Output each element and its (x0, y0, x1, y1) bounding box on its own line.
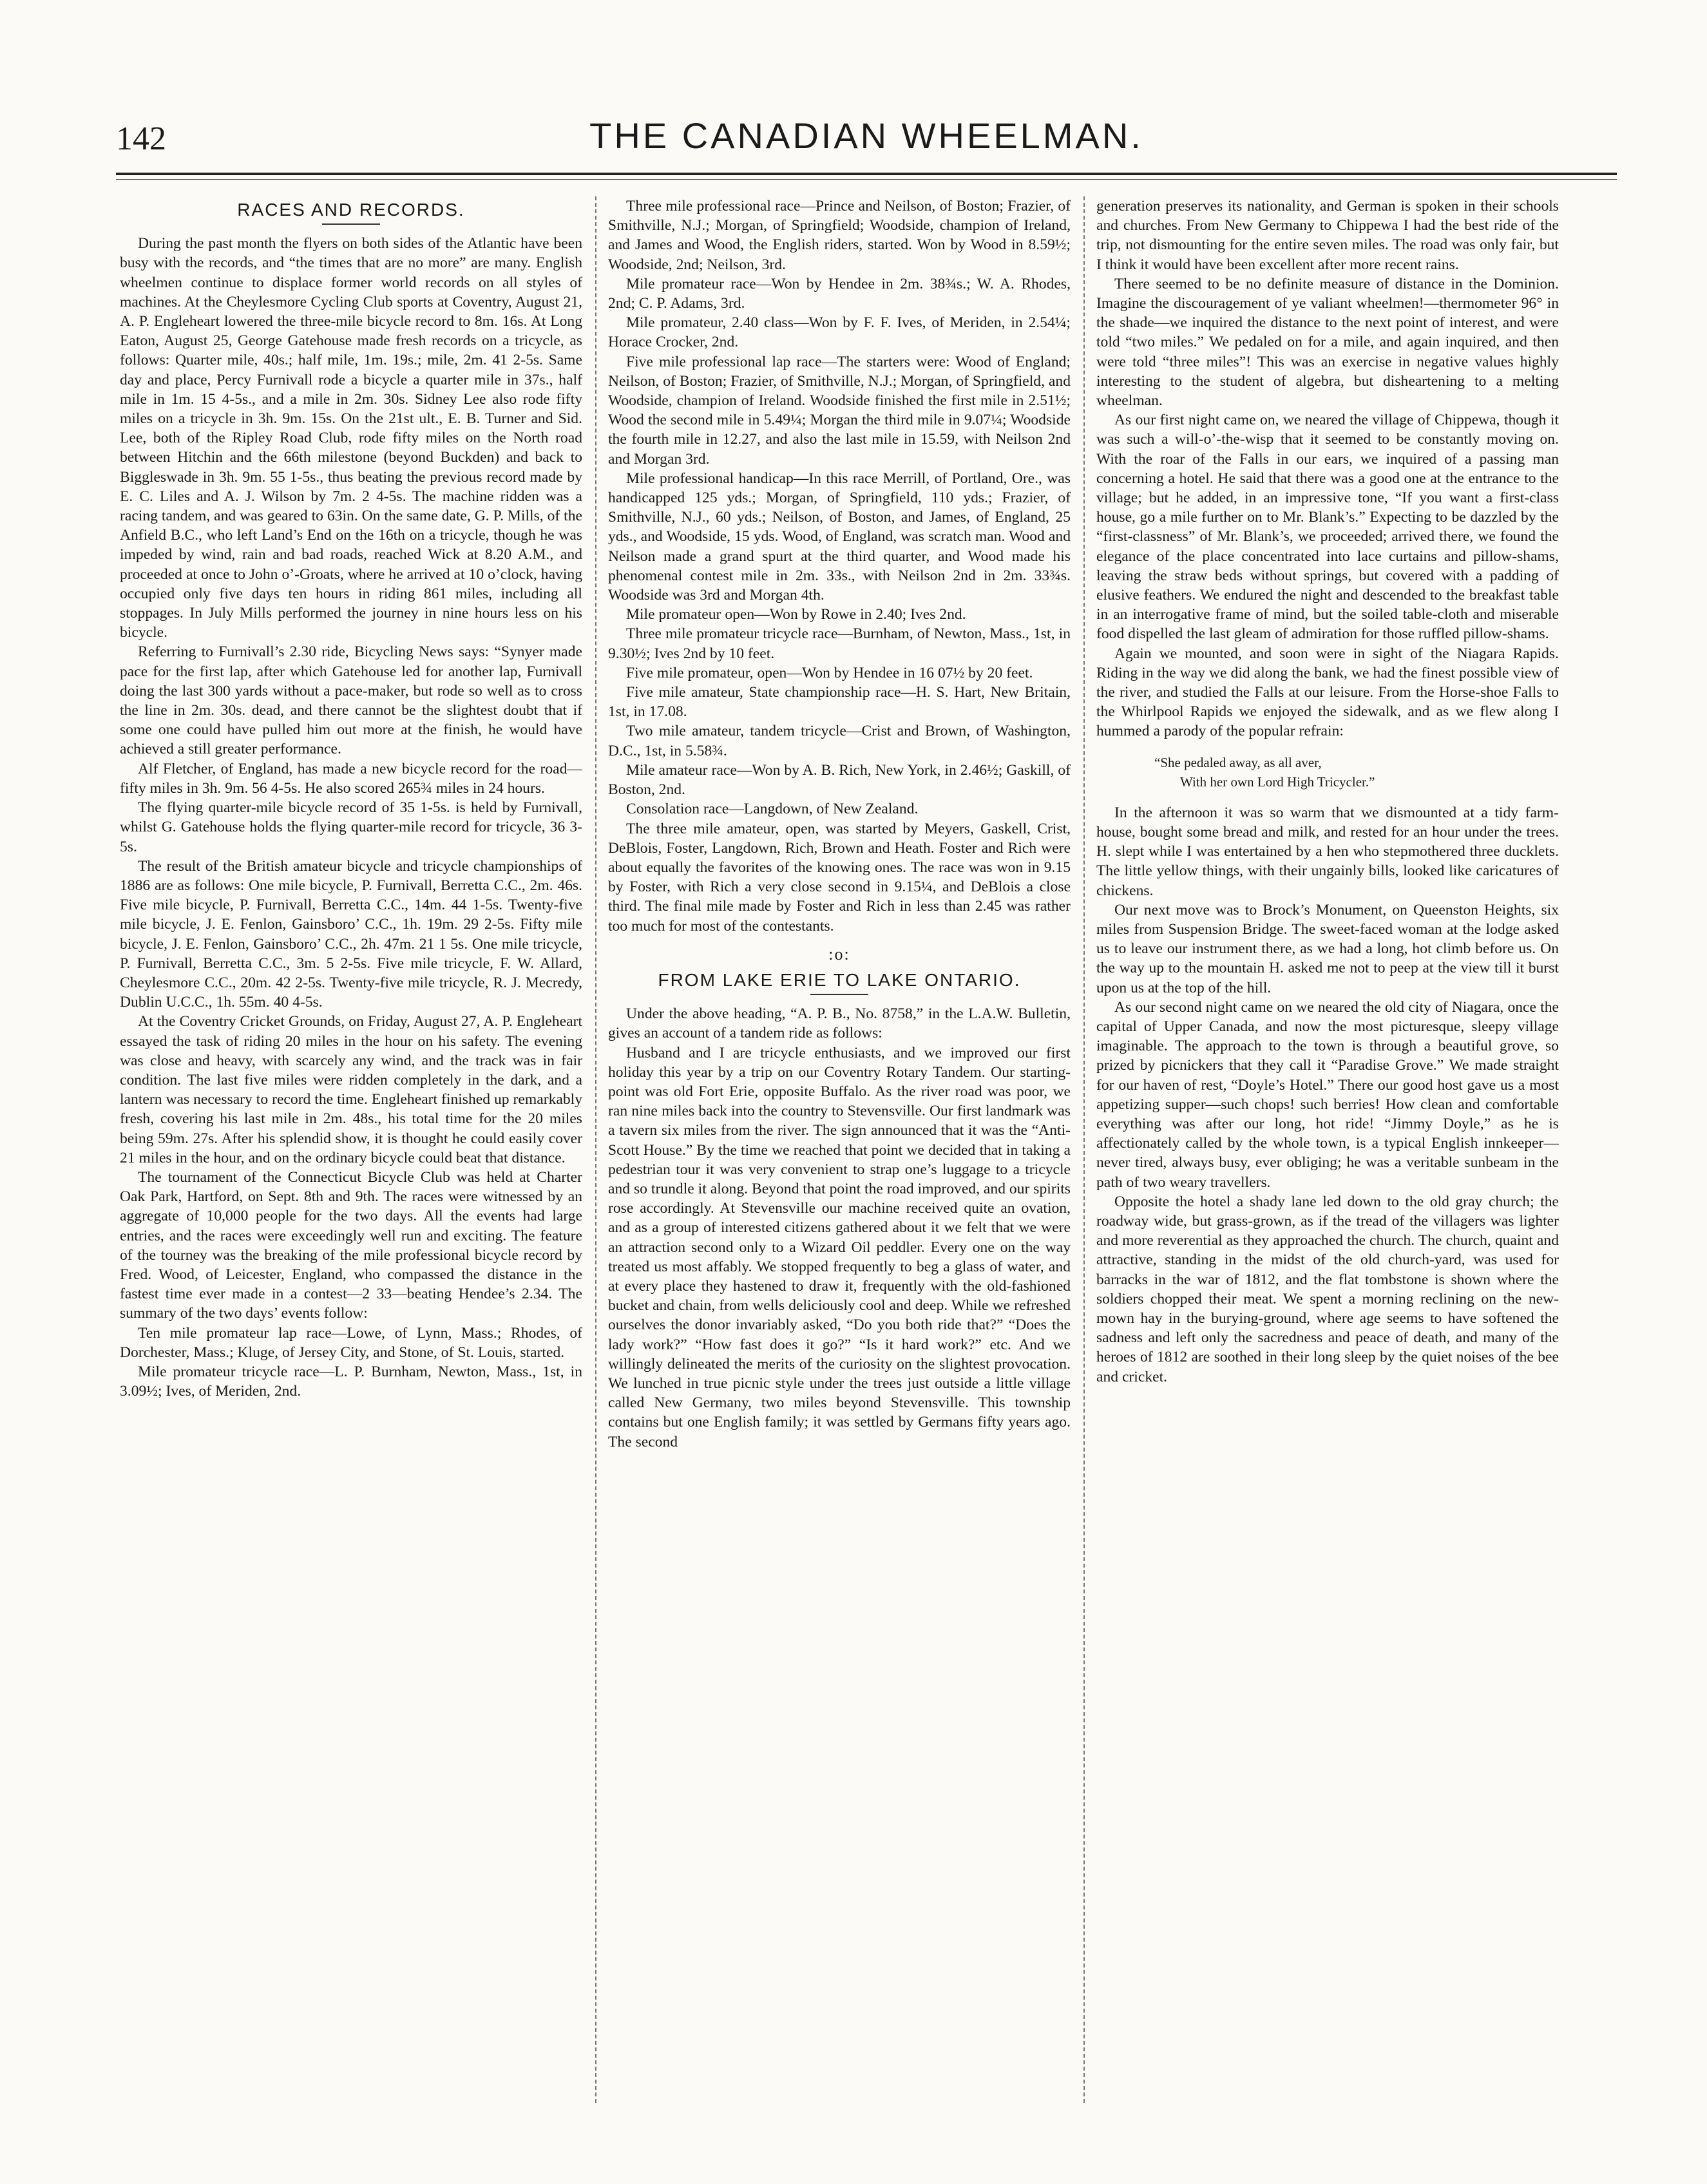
article-paragraph: Three mile professional race—Prince and Neilson, of Boston; Frazier, of Smithville, N.J.; Morgan, of Springfield; Woodside, champion of Ireland, and James and Wood, the English riders, started. Won by Wood in 8.59½; Woodside, 2nd; Neilson, 3rd. (608, 198, 1071, 273)
article-paragraph: Ten mile promateur lap race—Lowe, of Lynn, Mass.; Rhodes, of Dorchester, Mass.; Kluge, of Jersey City, and Stone, of St. Louis, started. (120, 1324, 582, 1361)
column-divider (595, 196, 596, 2103)
masthead: THE CANADIAN WHEELMAN. (589, 115, 1143, 156)
verse-line: “She pedaled away, as all aver, (1154, 754, 1322, 770)
article-paragraph: Husband and I are tricycle enthusiasts, and we improved our first holiday this year by a trip on our Coventry Rotary Tandem. Our starting-point was old Fort Erie, opposite Buffalo. As the river road was poor, we ran nine miles back into the country to Stevensville. Our first landmark was a tavern six miles from the river. The sign announced that it was the “Anti-Scott House.” By the time we reached that point we decided that in taking a pedestrian tour it was very convenient to strap one’s luggage to a tricycle and so trundle it along. Beyond that point the road improved, and our spirits rose accordingly. At Stevensville our machine received quite an ovation, and as a group of interested citizens gathered about it we felt that we were an attraction second only to a Wizard Oil peddler. Every one on the way treated us most affably. We stopped frequently to beg a glass of water, and at every place they hastened to draw it, frequently with the old-fashioned bucket and chain, from wells deliciously cool and deep. While we refreshed ourselves the donor invariably asked, “Do you both ride that?” “Does the lady work?” “How fast does it go?” “Is it hard work?” etc. And we willingly delineated the merits of the curiosity on the slightest provocation. We lunched in true picnic style under the trees just outside a little village called New Germany, two miles beyond Stevensville. This township contains but one English family; it was settled by Germans fifty years ago. The second (608, 1044, 1071, 1450)
article-paragraph: Mile promateur race—Won by Hendee in 2m. 38¾s.; W. A. Rhodes, 2nd; C. P. Adams, 3rd. (608, 275, 1071, 312)
article-paragraph: Two mile amateur, tandem tricycle—Crist and Brown, of Washington, D.C., 1st, in 5.58¾. (608, 723, 1071, 759)
article-paragraph: Five mile amateur, State championship race—H. S. Hart, New Britain, 1st, in 17.08. (608, 684, 1071, 721)
page-header (116, 115, 1617, 166)
header-rule (116, 173, 1617, 175)
article-paragraph: generation preserves its nationality, and German is spoken in their schools and churches. From New Germany to Chippewa I had the best ride of the trip, not dismounting for the entire seven miles. The road was only fair, but I think it would have been excellent after more recent rains. (1096, 198, 1559, 273)
article-paragraph: Mile amateur race—Won by A. B. Rich, New York, in 2.46½; Gaskill, of Boston, 2nd. (608, 761, 1071, 799)
article-paragraph: As our second night came on we neared the old city of Niagara, once the capital of Upper Canada, and now the most picturesque, sleepy village imaginable. The approach to the town is through a beautiful grove, so prized by picnickers that they call it “Paradise Grove.” We made straight for our haven of rest, “Doyle’s Hotel.” There our good host gave us a most appetizing supper—such chops! such berries! How clean and comfortable everything was after our long, hot ride! “Jimmy Doyle,” as he is affectionately called by the whole town, is a typical English innkeeper—never tired, always busy, ever obliging; he was a veritable sunbeam in the path of two weary travellers. (1096, 998, 1559, 1191)
article-paragraph: At the Coventry Cricket Grounds, on Friday, August 27, A. P. Engleheart essayed the task of riding 20 miles in the hour on his safety. The evening was close and heavy, with scarcely any wind, and the track was in fair condition. The last five miles were ridden completely in the dark, and a lantern was necessary to record the time. Engleheart finished up remarkably fresh, covering his last mile in 2m. 48s., his total time for the 20 miles being 59m. 27s. After his splendid show, it is thought he could easily cover 21 miles in the hour, and on the ordinary bicycle could beat that distance. (120, 1013, 582, 1166)
article-paragraph: Mile promateur tricycle race—L. P. Burnham, Newton, Mass., 1st, in 3.09½; Ives, of Meriden, 2nd. (120, 1363, 582, 1400)
article-paragraph: Our next move was to Brock’s Monument, on Queenston Heights, six miles from Suspension Bridge. The sweet-faced woman at the lodge asked us to leave our instrument there, as we had a long, hot climb before us. On the way up to the mountain H. asked me not to peep at the view till it burst upon us at the top of the hill. (1096, 901, 1559, 996)
article-paragraph: In the afternoon it was so warm that we dismounted at a tidy farm-house, bought some bread and milk, and rested for an hour under the trees. H. slept while I was entertained by a hen who stepmothered three ducklets. The little yellow things, with their ungainly bills, looked like caricatures of chickens. (1096, 804, 1559, 899)
article-paragraph: The three mile amateur, open, was started by Meyers, Gaskell, Crist, DeBlois, Foster, Langdown, Rich, Brown and Heath. Foster and Rich were about equally the favorites of the knowing ones. The race was won in 9.15 by Foster, with Rich a very close second in 9.15¼, and DeBlois a close third. The final mile made by Foster and Rich in less than 2.45 was rather too much for most of the contestants. (608, 820, 1071, 935)
article-paragraph: Alf Fletcher, of England, has made a new bicycle record for the road—fifty miles in 3h. 9m. 56 4-5s. He also scored 265¾ miles in 24 hours. (120, 760, 582, 797)
title-rule (810, 994, 868, 995)
article-paragraph: Consolation race—Langdown, of New Zealand. (626, 801, 919, 818)
article-paragraph: The tournament of the Connecticut Bicycle Club was held at Charter Oak Park, Hartford, on Sept. 8th and 9th. The races were witnessed by an aggregate of 10,000 people for the two days. All the events had large entries, and the races were exceedingly well run and exciting. The feature of the tourney was the breaking of the mile professional bicycle record by Fred. Wood, of Leicester, England, who compassed the distance in the fastest time ever made in a contest—2 33—beating Hendee’s 2.34. The summary of the two days’ events follow: (120, 1168, 582, 1322)
article-paragraph: Five mile promateur, open—Won by Hendee in 16 07½ by 20 feet. (626, 664, 1033, 681)
header-rule-thin (116, 179, 1617, 180)
article-paragraph: Three mile promateur tricycle race—Burnham, of Newton, Mass., 1st, in 9.30½; Ives 2nd by 10 feet. (608, 625, 1071, 662)
article-paragraph: There seemed to be no definite measure of distance in the Dominion. Imagine the discouragement of ye valiant wheelmen!—thermometer 96° in the shade—we inquired the distance to the next point of interest, and were told “two miles.” We pedaled on for a mile, and again inquired, and then were told “three miles”! This was an exercise in negative values highly interesting to the student of algebra, but disheartening to a melting wheelman. (1096, 275, 1559, 410)
column-3 (1096, 196, 1559, 2103)
article-paragraph: During the past month the flyers on both sides of the Atlantic have been busy with the records, and “the times that are no more” are many. English wheelmen continue to displace former world records on all styles of machines. At the Cheylesmore Cycling Club sports at Coventry, August 21, A. P. Engleheart lowered the three-mile bicycle record to 8m. 16s. At Long Eaton, August 25, George Gatehouse made fresh records on a tricycle, as follows: Quarter mile, 40s.; half mile, 1m. 19s.; mile, 2m. 41 2-5s. Same day and place, Percy Furnivall rode a bicycle a quarter mile in 37s., half mile in 1m. 15 4-5s., and a mile in 2m. 30s. Sidney Lee also rode fifty miles on a tricycle in 3h. 9m. 15s. On the 21st ult., E. B. Turner and Sid. Lee, both of the Ripley Road Club, rode fifty miles on the North road between Hitchin and the 66th milestone (beyond Buckden) and back to Biggleswade in 3h. 9m. 55 1-5s., thus beating the previous record made by E. C. Liles and A. J. Wilson by 7m. 2 4-5s. The machine ridden was a racing tandem, and was geared to 63in. On the same date, G. P. Mills, of the Anfield B.C., who left Land’s End on the 16th on a tricycle, though he was impeded by wind, rain and bad roads, reached Wick at 8.20 A.M., and proceeded at once to John o’-Groats, where he arrived at 10 o’clock, having occupied only five days ten hours in riding 861 miles, including all stoppages. In July Mills performed the journey in nine hours less on his bicycle. (120, 235, 582, 641)
article-paragraph: Mile professional handicap—In this race Merrill, of Portland, Ore., was handicapped 125 yds.; Morgan, of Springfield, 110 yds.; Frazier, of Smithville, N.J., 60 yds.; Neilson, of Boston, and James, of England, 25 yds., and Woodside, 15 yds. Wood, of England, was scratch man. Wood and Neilson made a grand spurt at the third quarter, and Wood made his phenomenal contest mile in 2m. 33s., with Neilson 2nd in 2m. 33¾s. Woodside was 3rd and Morgan 4th. (608, 470, 1071, 604)
section-title: FROM LAKE ERIE TO LAKE ONTARIO. (658, 969, 1021, 990)
article-paragraph: Referring to Furnivall’s 2.30 ride, Bicycling News says: “Synyer made pace for the first lap, after which Gatehouse led for another lap, Furnivall doing the last 300 yards without a pace-maker, but rode so well as to cross the line in 2m. 30s. dead, and there cannot be the slightest doubt that if some one could have pulled him out more at the finish, he would have achieved a still greater performance. (120, 643, 582, 758)
verse-line: With her own Lord High Tricycler.” (1180, 774, 1375, 790)
section-title: RACES AND RECORDS. (237, 200, 465, 220)
article-paragraph: Under the above heading, “A. P. B., No. 8758,” in the L.A.W. Bulletin, gives an account of a tandem ride as follows: (608, 1005, 1071, 1042)
column-2 (608, 196, 1071, 2103)
verse-quote (1096, 753, 1559, 792)
article-paragraph: The result of the British amateur bicycle and tricycle championships of 1886 are as follows: One mile bicycle, P. Furnivall, Berretta C.C., 2m. 46s. Five mile bicycle, P. Furnivall, Berretta C.C., 14m. 44 1-5s. Twenty-five mile bicycle, J. E. Fenlon, Gainsboro’ C.C., 1h. 19m. 29 2-5s. Fifty mile bicycle, J. E. Fenlon, Gainsboro’ C.C., 2h. 47m. 21 1 5s. One mile tricycle, P. Furnivall, Berretta C.C., 3m. 5 2-5s. Five mile tricycle, F. W. Allard, Cheylesmore C.C., 20m. 42 2-5s. Twenty-five mile tricycle, R. J. Mecredy, Dublin U.C.C., 1h. 55m. 40 4-5s. (120, 857, 582, 1011)
article-paragraph: Again we mounted, and soon were in sight of the Niagara Rapids. Riding in the way we did along the bank, we had the finest possible view of the river, and studied the Falls at our leisure. From the Horse-shoe Falls to the Whirlpool Rapids we enjoyed the sidewalk, and as we flew along I hummed a parody of the popular refrain: (1096, 645, 1559, 740)
article-paragraph: As our first night came on, we neared the village of Chippewa, though it was such a will-o’-the-wisp that it seemed to be constantly moving on. With the roar of the Falls in our ears, we inquired of a passing man concerning a hotel. He said that there was a good one at the entrance to the village; but he added, in an impressive tone, “If you want a first-class house, go a mile further on to Mr. Blank’s.” Expecting to be dazzled by the “first-classness” of Mr. Blank’s, we proceeded; arrived there, we found the elegance of the place concentrated into lace curtains and pillow-shams, leaving the straw beds without springs, but covered with a padding of elusive feathers. We endured the night and descended to the breakfast table in an interrogative frame of mind, but the soiled table-cloth and miserable food dispelled the last gleam of admiration for those ruffled pillow-shams. (1096, 412, 1559, 643)
article-paragraph: The flying quarter-mile bicycle record of 35 1-5s. is held by Furnivall, whilst G. Gatehouse holds the flying quarter-mile record for tricycle, 36 3-5s. (120, 799, 582, 855)
article-paragraph: Mile promateur open—Won by Rowe in 2.40; Ives 2nd. (626, 606, 966, 623)
column-divider (1083, 196, 1085, 2103)
article-paragraph: Mile promateur, 2.40 class—Won by F. F. Ives, of Meriden, in 2.54¼; Horace Crocker, 2nd. (608, 314, 1071, 351)
title-rule (322, 223, 380, 225)
page-number: 142 (116, 120, 166, 157)
article-paragraph: Opposite the hotel a shady lane led down to the old gray church; the roadway wide, but grass-grown, as if the tread of the villagers was lighter and more reverential as they approached the church. The church, quaint and attractive, standing in the midst of the old church-yard, was used for barracks in the war of 1812, and the flat tombstone is shown where the soldiers chopped their meat. We spent a morning reclining on the new-mown hay in the burying-ground, where age seems to have softened the sadness and left only the sacredness and peace of death, and many of the heroes of 1812 are soothed in their long sleep by the quiet noises of the bee and cricket. (1096, 1193, 1559, 1385)
section-divider: :o: (828, 944, 850, 964)
article-paragraph: Five mile professional lap race—The starters were: Wood of England; Neilson, of Boston; Frazier, of Smithville, N.J.; Morgan, of Springfield, and Woodside, champion of Ireland. Woodside finished the first mile in 2.51½; Wood the second mile in 5.49¼; Morgan the third mile in 9.07¼; Woodside the fourth mile in 12.27, and also the last mile in 15.59, with Neilson 2nd and Morgan 3rd. (608, 353, 1071, 468)
column-1 (120, 196, 582, 2103)
